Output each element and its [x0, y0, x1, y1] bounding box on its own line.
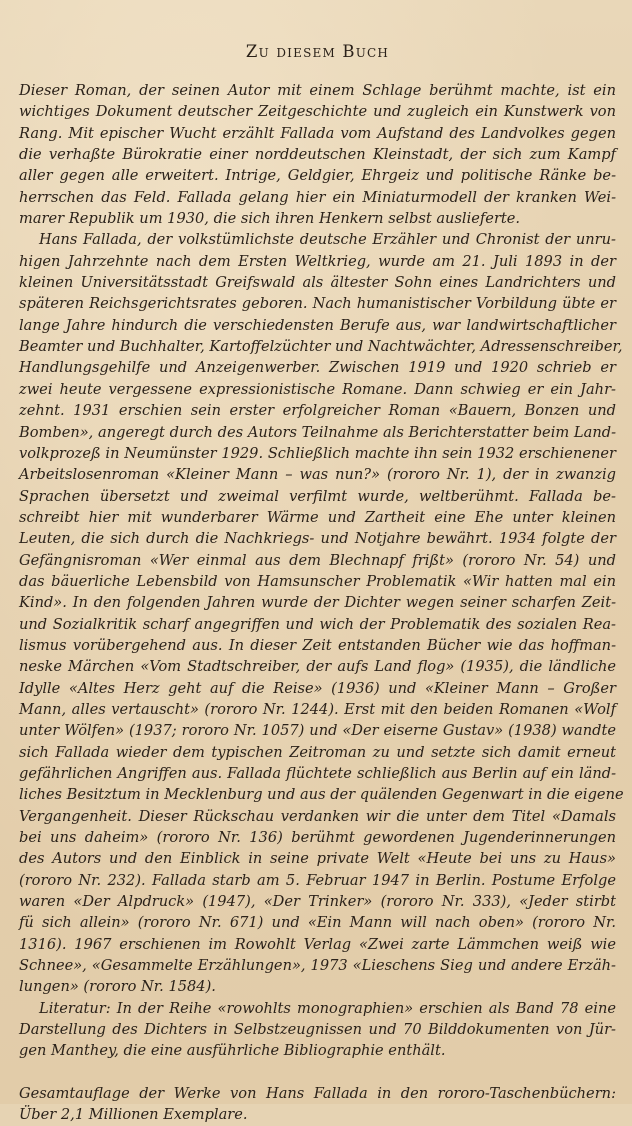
- text-line: Rang. Mit epischer Wucht erzählt Fallada vom Aufstand des Landvolkes gegen: [19, 124, 616, 142]
- text-line: wichtiges Dokument deutscher Zeitgeschichte und zugleich ein Kunstwerk von: [19, 103, 616, 121]
- text-line: (rororo Nr. 232). Fallada starb am 5. Februar 1947 in Berlin. Postume Erfolge: [19, 871, 616, 889]
- footer-note: [19, 1083, 616, 1126]
- text-line: kleinen Universitätsstadt Greifswald als ältester Sohn eines Landrichters und: [19, 274, 616, 292]
- text-line: waren «Der Alpdruck» (1947), «Der Trinker» (rororo Nr. 333), «Jeder stirbt: [19, 893, 616, 911]
- text-line: sich Fallada wieder dem typischen Zeitroman zu und setzte sich damit erneut: [19, 743, 616, 761]
- text-line: Arbeitslosenroman «Kleiner Mann – was nun?» (rororo Nr. 1), der in zwanzig: [19, 466, 616, 484]
- text-line: Handlungsgehilfe und Anzeigenwerber. Zwischen 1919 und 1920 schrieb er: [19, 359, 616, 377]
- text-line: Gesamtauflage der Werke von Hans Fallada in den rororo-Taschenbüchern:: [19, 1084, 616, 1102]
- text-line: bei uns daheim» (rororo Nr. 136) berühmt gewordenen Jugenderinnerungen: [19, 829, 616, 847]
- text-line: 1316). 1967 erschienen im Rowohlt Verlag «Zwei zarte Lämmchen weiß wie: [19, 935, 616, 953]
- text-line: Beamter und Buchhalter, Kartoffelzüchter und Nachtwächter, Adressenschreiber,: [19, 338, 623, 356]
- page-title: Zu diesem Buch: [245, 42, 390, 61]
- text-line: Darstellung des Dichters in Selbstzeugnissen und 70 Bilddokumenten von Jür-: [19, 1021, 616, 1039]
- text-line: fü sich allein» (rororo Nr. 671) und «Ein Mann will nach oben» (rororo Nr.: [19, 914, 616, 932]
- text-line: Leuten, die sich durch die Nachkriegs- und Notjahre bewährt. 1934 folgte der: [19, 530, 616, 548]
- text-line: herrschen das Feld. Fallada gelang hier ein Miniaturmodell der kranken Wei-: [19, 188, 616, 206]
- text-line: Bomben», angeregt durch des Autors Teilnahme als Berichterstatter beim Land-: [19, 423, 616, 441]
- text-line: und Sozialkritik scharf angegriffen und wich der Problematik des sozialen Rea-: [19, 615, 616, 633]
- text-line: unter Wölfen» (1937; rororo Nr. 1057) und «Der eiserne Gustav» (1938) wandte: [19, 722, 616, 740]
- text-line: zehnt. 1931 erschien sein erster erfolgreicher Roman «Bauern, Bonzen und: [19, 402, 616, 420]
- text-line: lismus vorübergehend aus. In dieser Zeit entstanden Bücher wie das hoffman-: [19, 636, 616, 654]
- paragraph-intro: [19, 80, 616, 229]
- text-line: Hans Fallada, der volkstümlichste deutsche Erzähler und Chronist der unru-: [39, 231, 616, 249]
- text-line: neske Märchen «Vom Stadtschreiber, der aufs Land flog» (1935), die ländliche: [19, 658, 616, 676]
- text-line: gefährlichen Angriffen aus. Fallada flüchtete schließlich aus Berlin auf ein länd-: [19, 765, 616, 782]
- text-line: Idylle «Altes Herz geht auf die Reise» (1936) und «Kleiner Mann – Großer: [19, 679, 616, 697]
- text-line: higen Jahrzehnte nach dem Ersten Weltkrieg, wurde am 21. Juli 1893 in der: [19, 252, 616, 270]
- text-line: Mann, alles vertauscht» (rororo Nr. 1244). Erst mit den beiden Romanen «Wolf: [19, 700, 616, 718]
- text-line: gen Manthey, die eine ausführliche Bibliographie enthält.: [19, 1042, 446, 1060]
- text-line: Literatur: In der Reihe «rowohlts monographien» erschien als Band 78 eine: [39, 999, 616, 1017]
- text-line: die verhaßte Bürokratie einer norddeutschen Kleinstadt, der sich zum Kampf: [19, 146, 616, 164]
- text-line: lungen» (rororo Nr. 1584).: [19, 978, 216, 996]
- text-line: Kind». In den folgenden Jahren wurde der Dichter wegen seiner scharfen Zeit-: [19, 594, 616, 612]
- text-line: Gefängnisroman «Wer einmal aus dem Blechnapf frißt» (rororo Nr. 54) und: [19, 551, 616, 569]
- text-line: des Autors und den Einblick in seine private Welt «Heute bei uns zu Haus»: [19, 850, 616, 868]
- body-text: [19, 80, 624, 1126]
- text-line: Vergangenheit. Dieser Rückschau verdanken wir die unter dem Titel «Damals: [19, 807, 616, 825]
- text-line: Dieser Roman, der seinen Autor mit einem Schlage berühmt machte, ist ein: [19, 82, 616, 99]
- text-line: marer Republik um 1930, die sich ihren Henkern selbst auslieferte.: [19, 210, 521, 228]
- spacer: [19, 1062, 616, 1083]
- paragraph-biography: [19, 229, 624, 997]
- paragraph-literature: [19, 998, 616, 1062]
- text-line: Sprachen übersetzt und zweimal verfilmt wurde, weltberühmt. Fallada be-: [19, 487, 616, 505]
- text-line: Über 2,1 Millionen Exemplare.: [19, 1106, 248, 1124]
- text-line: Schnee», «Gesammelte Erzählungen», 1973 «Lieschens Sieg und andere Erzäh-: [19, 957, 616, 975]
- text-line: aller gegen alle erweitert. Intrige, Geldgier, Ehrgeiz und politische Ränke be-: [19, 167, 616, 185]
- text-line: das bäuerliche Lebensbild von Hamsunscher Problematik «Wir hatten mal ein: [19, 572, 616, 590]
- text-line: zwei heute vergessene expressionistische Romane. Dann schwieg er ein Jahr-: [19, 380, 616, 398]
- text-line: schreibt hier mit wunderbarer Wärme und Zartheit eine Ehe unter kleinen: [19, 508, 616, 526]
- text-line: liches Besitztum in Mecklenburg und aus der quälenden Gegenwart in die eigene: [19, 786, 624, 804]
- text-line: volkprozeß in Neumünster 1929. Schließlich machte ihn sein 1932 erschienener: [19, 444, 616, 462]
- text-line: lange Jahre hindurch die verschiedensten Berufe aus, war landwirtschaftlicher: [19, 316, 616, 334]
- text-line: späteren Reichsgerichtsrates geboren. Nach humanistischer Vorbildung übte er: [19, 295, 616, 313]
